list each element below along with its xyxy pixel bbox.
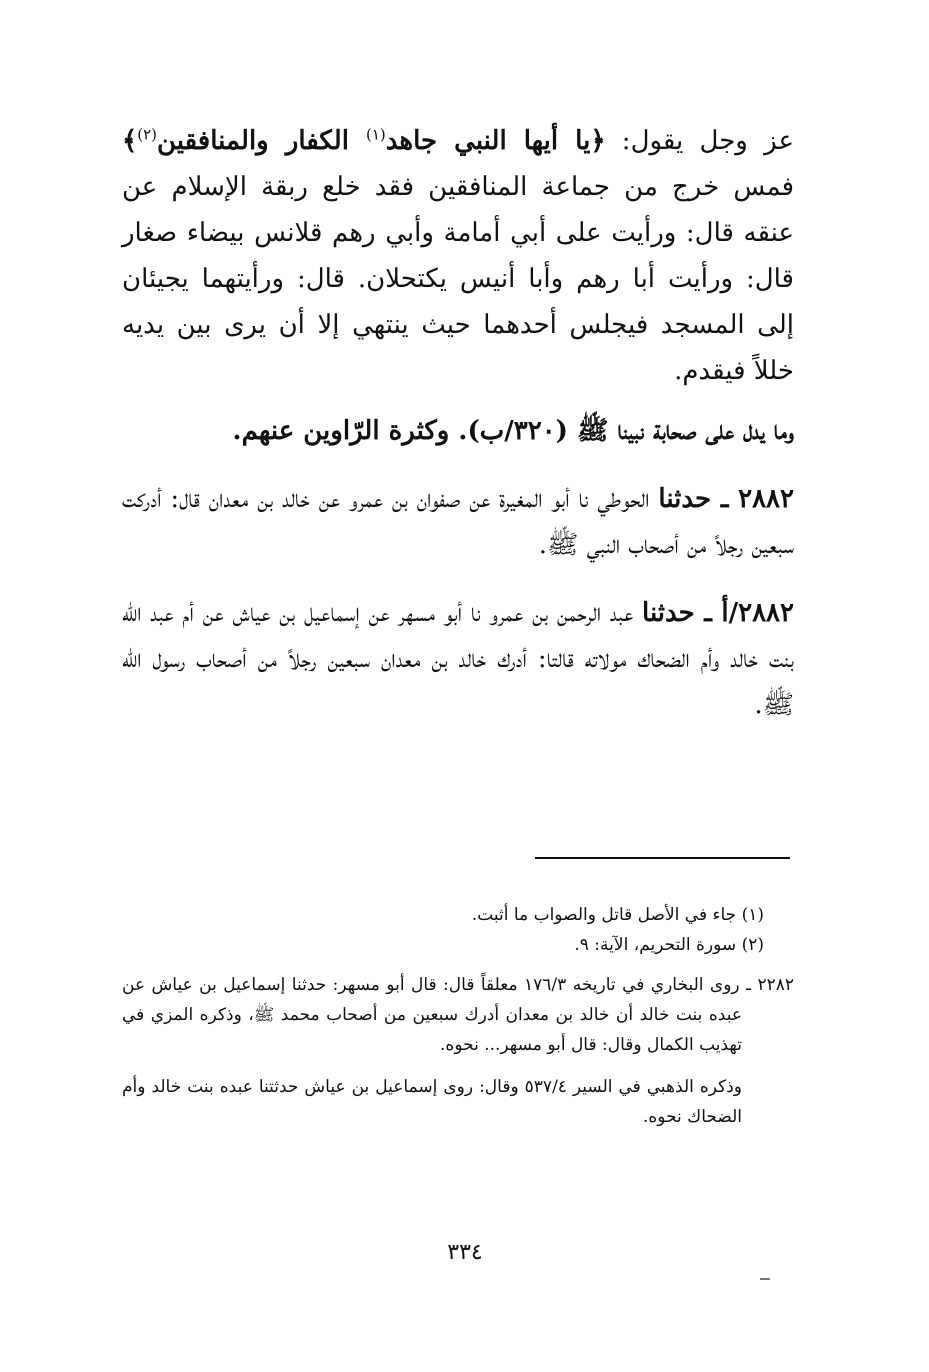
quote-part1: يا أيها النبي جاهد [385, 126, 591, 156]
p1-lead: عز وجل يقول: [605, 126, 794, 156]
page-number: ٣٣٤ [447, 1240, 483, 1265]
quote-open: ﴿ [590, 126, 606, 156]
hadith-2882-label: ٢٨٨٢ ـ حدثنا [658, 484, 794, 514]
section-heading [122, 408, 794, 454]
footnote-dhahabi: وذكره الذهبي في السير ٥٣٧/٤ وقال: روى إسماعيل بن عياش حدثتنا عبده بنت خالد وأم الضحاك نحوه. [122, 1077, 742, 1127]
hadith-2882a-label: ٢٨٨٢/أ ـ حدثنا [642, 598, 794, 628]
scan-mark [760, 1278, 770, 1280]
hadith-2882 [122, 476, 794, 568]
hadith-2882a [122, 590, 794, 728]
footnote-2: (٢) سورة التحريم، الآية: ٩. [574, 935, 764, 955]
footnote-ref-1: (١) [365, 125, 386, 144]
main-text [122, 118, 794, 728]
footnote-1: (١) جاء في الأصل قاتل والصواب ما أثبت. [471, 905, 764, 925]
heading-ref: (٣٢٠/ب). [449, 416, 578, 446]
p1-rest: فمس خرج من جماعة المنافقين فقد خلع ربقة الإسلام عن عنقه قال: ورأيت على أبي أمامة وأبي رهم قلانس بيضاء صغار قال: ورأيت أبا رهم وأبا أنيس يكتحلان. قال: ورأيتهما يجيئان إلى المسجد فيجلس أحدهما حيث ينتهي إلا أن يرى بين يديه خللاً فيقدم. [122, 172, 794, 386]
footnote-ref-2: (٢) [137, 125, 158, 144]
heading-part1: وما يدل على صحابة نبينا ﷺ [577, 416, 794, 446]
paragraph-1 [122, 118, 794, 394]
footnote-2882: ٢٢٨٢ ـ روى البخاري في تاريخه ١٧٦/٣ معلقاً قال: قال أبو مسهر: حدثنا إسماعيل بن عياش عن عبده بنت خالد أن خالد بن معدان أدرك سبعين من أصحاب محمد ﷺ، وذكره المزي في تهذيب الكمال وقال: قال أبو مسهر... نحوه. [122, 975, 794, 1055]
hadith-2882a-text: عبد الرحمن بن عمرو نا أبو مسهر عن إسماعيل بن عياش عن أم عبد الله بنت خالد وأم الضحاك مولاته قالتا: أدرك خالد بن معدان سبعين رجلاً من أصحاب رسول الله ﷺ. [122, 598, 794, 720]
footnotes [122, 900, 794, 1132]
hadith-2882-text: الحوطي نا أبو المغيرة عن صفوان بن عمرو عن خالد بن معدان قال: أدركت سبعين رجلاً من أصحاب النبي ﷺ. [122, 484, 794, 560]
heading-part2: وكثرة الرّاوين عنهم. [232, 416, 450, 446]
footnote-divider [535, 857, 790, 859]
quote-close: ﴾ [122, 126, 138, 156]
quote-part2: الكفار والمنافقين [157, 126, 366, 156]
